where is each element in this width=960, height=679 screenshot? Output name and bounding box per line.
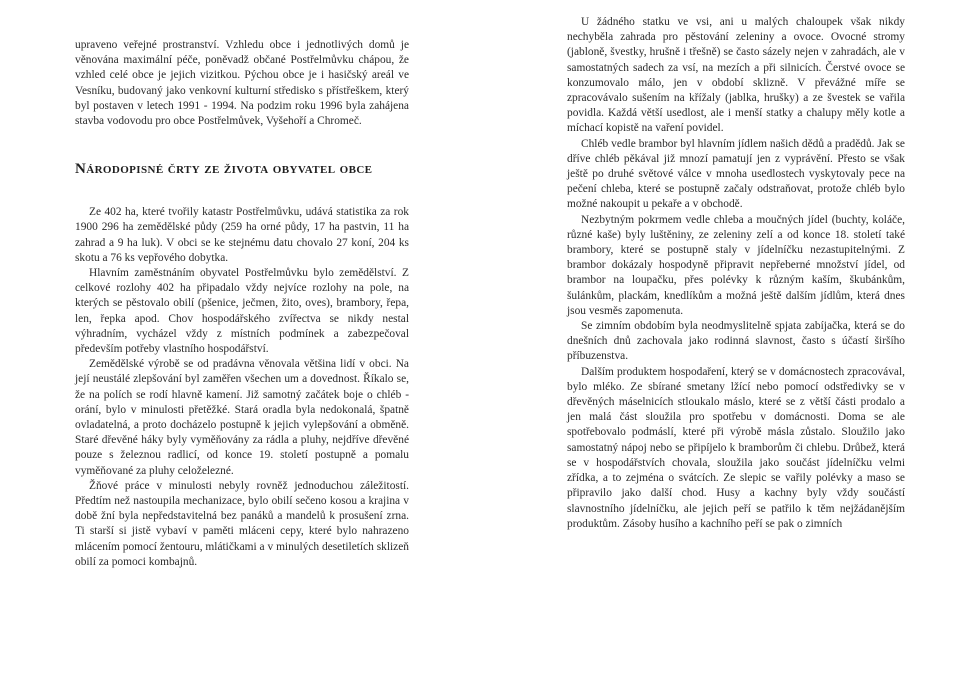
body-paragraph: Se zimním obdobím byla neodmyslitelně spjata zabíjačka, která se do dnešních dnů zachovala jako rodinná slavnost, často s účastí širšího příbuzenstva. xyxy=(567,320,905,363)
right-page xyxy=(567,15,905,532)
body-paragraph: Chléb vedle brambor byl hlavním jídlem našich dědů a pradědů. Jak se dříve chléb pěkával již mnozí pamatují jen z vyprávění. Přesto se však ještě po druhé světové válce v mnoha usedlostech vyskytovaly pece na pečení chleba, které se postupně začaly odstraňovat, protože chléb bylo možné nakoupit u pekaře a v obchodě. xyxy=(567,137,905,211)
body-paragraph: Žňové práce v minulosti nebyly rovněž jednoduchou záležitostí. Předtím než nastoupila mechanizace, bylo obilí sečeno kosou a krajina v době žní byla nepředstavitelná bez panáků a mandelů k prosušení zrna. Ti starší si jistě vybaví v paměti mláceni cepy, které bylo nahrazeno mlácením pomocí žentouru, mlátičkami a v minulých desetiletích sklizeň obilí za pomoci kombajnů. xyxy=(75,479,409,568)
body-paragraph: Dalším produktem hospodaření, který se v domácnostech zpracovával, bylo mléko. Ze sbírané smetany lžící nebo pomocí odstředivky se v dřevěných máselnicích stloukalo máslo, které se z větší části prodalo a jen malá část sloužila pro spotřebu v domácnosti. Doma se ale spotřebovalo podmáslí, které při výrobě másla zůstalo. Sloužilo jako samostatný nápoj nebo se připíjelo k bramborům či chlebu. Drůbež, která se v hospodářstvích chovala, sloužila jako součást jídelníčku velmi zřídka, a to zejména o svátcích. Ze slepic se vařily polévky a maso se připravilo jako další chod. Husy a kachny byly vždy součástí slavnostního jídelníčku, ale jejich peří se patřilo k těm nejžádanějším produktům. Zásoby husího a kachního peří se pak o zimních xyxy=(567,365,905,530)
body-paragraph: Hlavním zaměstnáním obyvatel Postřelmůvku bylo zemědělství. Z celkové rozlohy 402 ha připadalo vždy nejvíce rozlohy na pole, na kterých se pěstovalo obilí (pšenice, ječmen, žito, oves), brambory, řepa, len, řepka apod. Chov hospodářského zvířectva se nikdy nestal výhradním, vycházel vždy z místních podmínek a zabezpečoval především potřeby vlastního hospodářství. xyxy=(75,267,409,356)
body-paragraph: Zemědělské výrobě se od pradávna věnovala většina lidí v obci. Na její neustálé zlepšování byl zaměřen všechen um a dovednost. Říkalo se, že na polích se rodí hlavně kamení. Již samotný začátek boje o chléb - orání, bylo v minulosti přetěžké. Stará oradla byla nedokonalá, špatně ovladatelná, a proto docházelo postupně k jejich vylepšování a obměně. Staré dřevěné háky byly vyměňovány za rádla a pluhy, nejdříve dřevěné pouze s železnou radlicí, od konce 19. století postupně a pomalu vyměňované za pluhy celoželezné. xyxy=(75,358,409,477)
left-page xyxy=(75,38,409,570)
body-paragraph: Nezbytným pokrmem vedle chleba a moučných jídel (buchty, koláče, různé kaše) byly luštěniny, ze zeleniny zelí a od konce 18. století také brambory, které se postupně staly v jídelníčku nezastupitelnými. Z brambor dokázaly hospodyně připravit nepřeberné množství jídel, od brambor na loupačku, přes polévky k různým kaším, škubánkům, šulánkům, plackám, knedlíkům a možná ještě dalším jídlům, která dnes jsou vesměs zapomenuta. xyxy=(567,213,905,317)
body-paragraph: Ze 402 ha, které tvořily katastr Postřelmůvku, udává statistika za rok 1900 296 ha zemědělské půdy (259 ha orné půdy, 17 ha pastvin, 11 ha zahrad a 9 ha luk). V obci se ke stejnému datu chovalo 27 koní, 204 ks skotu a 76 ks vepřového dobytka. xyxy=(75,206,409,264)
section-heading: Národopisné črty ze života obyvatel obce xyxy=(75,161,373,178)
body-paragraph: U žádného statku ve vsi, ani u malých chaloupek však nikdy nechyběla zahrada pro pěstování zeleniny a ovoce. Ovocné stromy (jabloně, švestky, hrušně i třešně) se často sázely nejen v zahradách, ale v samostatných sadech za vsí, na mezích a při silnicích. Čerstvé ovoce se konzumovalo málo, jen v období sklizně. V převážné míře se zpracovávalo sušením na křížaly (jablka, hrušky) a ze švestek se vařila povidla. Každá větší usedlost, ale i menší statky a chalupy měly kotle a míchací kopistě na vaření povidel. xyxy=(567,16,905,135)
opening-paragraph: upraveno veřejné prostranství. Vzhledu obce i jednotlivých domů je věnována maximální péče, poněvadž občané Postřelmůvku chápou, že vzhled celé obce je jejich vizitkou. Pýchou obce je i hasičský areál ve Vesníku, budovaný jako venkovní kulturní středisko s přístřeškem, který byl postaven v letech 1991 - 1994. Na podzim roku 1996 byla zahájena stavba vodovodu pro obce Postřelmůvek, Vyšehoří a Chromeč. xyxy=(75,39,409,128)
